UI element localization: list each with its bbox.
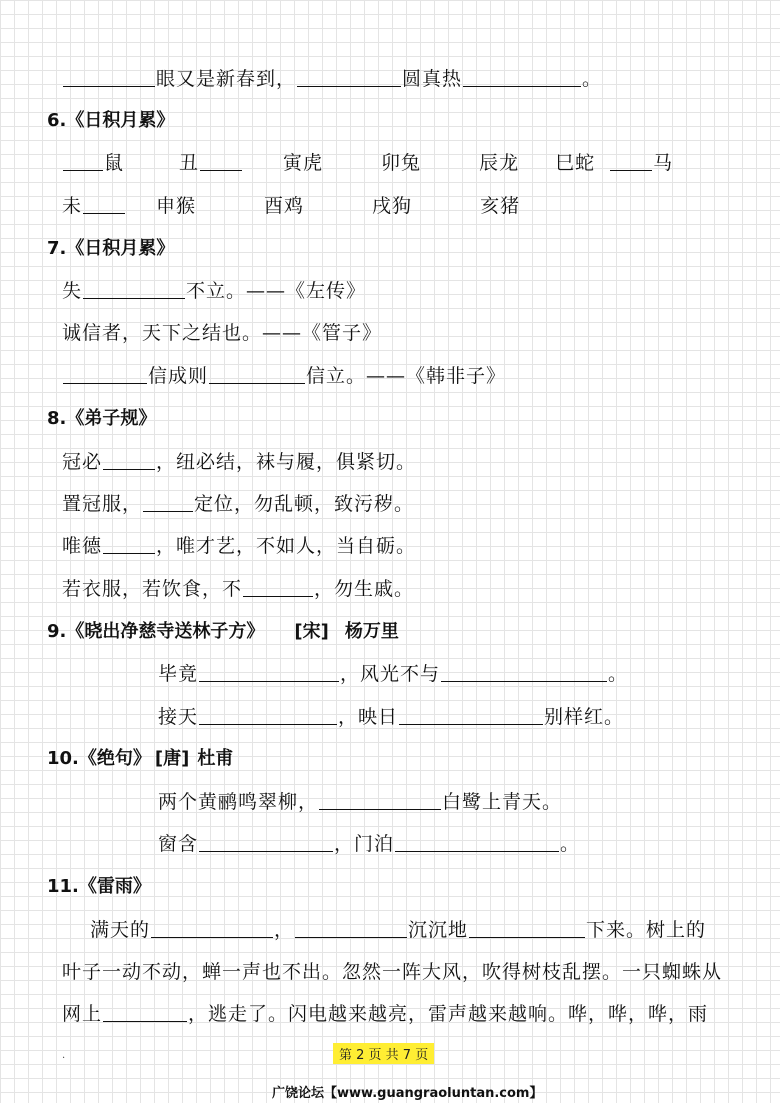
s7-line-1 bbox=[62, 278, 366, 304]
zodiac-row-2 bbox=[62, 193, 520, 219]
blank[interactable] bbox=[199, 833, 333, 852]
blank[interactable] bbox=[63, 68, 155, 87]
s9-line-1 bbox=[158, 661, 628, 687]
text: 圆真热 bbox=[402, 68, 463, 90]
blank[interactable] bbox=[441, 663, 607, 682]
text: 卯兔 bbox=[381, 152, 422, 174]
section-9-heading bbox=[47, 619, 399, 645]
text: 下来。树上的 bbox=[586, 919, 707, 941]
author: 杨万里 bbox=[344, 621, 399, 642]
blank[interactable] bbox=[395, 833, 559, 852]
text: ，门泊 bbox=[334, 833, 395, 855]
blank[interactable] bbox=[103, 451, 155, 470]
poem-title: 9.《晓出净慈寺送林子方》 bbox=[47, 621, 265, 642]
text: 网上 bbox=[62, 1003, 103, 1025]
s8-line-1 bbox=[62, 449, 416, 475]
text: 白鹭上青天。 bbox=[442, 791, 563, 813]
s8-line-4 bbox=[62, 576, 414, 602]
text: 沉沉地 bbox=[408, 919, 469, 941]
text: 鼠 bbox=[104, 152, 125, 174]
blank[interactable] bbox=[295, 919, 407, 938]
blank[interactable] bbox=[610, 152, 652, 171]
s10-line-1 bbox=[158, 789, 562, 815]
text: 冠必 bbox=[62, 451, 103, 473]
text: 满天的 bbox=[90, 919, 151, 941]
section-8-heading: 8.《弟子规》 bbox=[47, 408, 157, 429]
text: 信立。——《韩非子》 bbox=[306, 365, 507, 387]
text: 酉鸡 bbox=[264, 195, 305, 217]
section-11-heading: 11.《雷雨》 bbox=[47, 876, 151, 897]
text: 申猴 bbox=[156, 195, 197, 217]
text: ， bbox=[274, 919, 295, 941]
blank[interactable] bbox=[297, 68, 401, 87]
page-number: 第 2 页 共 7 页 bbox=[333, 1043, 434, 1064]
text: 别样红。 bbox=[544, 706, 625, 728]
text: 。 bbox=[582, 68, 603, 90]
text: ，逃走了。闪电越来越亮，雷声越来越响。哗，哗，哗，雨 bbox=[188, 1003, 709, 1025]
s11-line-3 bbox=[62, 1001, 708, 1027]
blank[interactable] bbox=[199, 706, 337, 725]
blank[interactable] bbox=[469, 919, 585, 938]
section-7-heading: 7.《日积月累》 bbox=[47, 238, 175, 259]
text: 未 bbox=[62, 195, 83, 217]
author: 杜甫 bbox=[197, 748, 234, 769]
text: 窗含 bbox=[158, 833, 199, 855]
text: 。 bbox=[560, 833, 581, 855]
text: 。 bbox=[608, 663, 629, 685]
section-10-heading bbox=[47, 746, 233, 772]
blank[interactable] bbox=[83, 195, 125, 214]
blank[interactable] bbox=[83, 280, 185, 299]
s11-line-1 bbox=[90, 917, 706, 943]
text: ，唯才艺，不如人，当自砺。 bbox=[156, 535, 417, 557]
text: 若衣服，若饮食，不 bbox=[62, 578, 243, 600]
blank[interactable] bbox=[463, 68, 581, 87]
text: 置冠服， bbox=[62, 493, 143, 515]
text: 失 bbox=[62, 280, 83, 302]
dynasty: [宋] bbox=[294, 621, 329, 642]
stray-dot: . bbox=[62, 1050, 66, 1061]
zodiac-row-1 bbox=[62, 150, 673, 176]
text: 亥猪 bbox=[480, 195, 521, 217]
text: 马 bbox=[653, 152, 674, 174]
blank[interactable] bbox=[103, 535, 155, 554]
s11-line-2: 叶子一动不动，蝉一声也不出。忽然一阵大风，吹得树枝乱摆。一只蜘蛛从 bbox=[62, 961, 723, 983]
text: 不立。——《左传》 bbox=[186, 280, 367, 302]
text: 信成则 bbox=[148, 365, 209, 387]
text: ，勿生戚。 bbox=[314, 578, 415, 600]
text: ，纽必结，袜与履，俱紧切。 bbox=[156, 451, 417, 473]
text: 两个黄鹂鸣翠柳， bbox=[158, 791, 319, 813]
blank[interactable] bbox=[63, 365, 147, 384]
top-line bbox=[62, 66, 602, 92]
s8-line-3 bbox=[62, 533, 416, 559]
blank[interactable] bbox=[143, 493, 193, 512]
text: 巳蛇 bbox=[555, 152, 596, 174]
text: 寅虎 bbox=[283, 152, 324, 174]
site-footer[interactable]: 广饶论坛【www.guangraoluntan.com】 bbox=[272, 1086, 543, 1101]
s10-line-2 bbox=[158, 831, 580, 857]
blank[interactable] bbox=[319, 791, 441, 810]
poem-title: 10.《绝句》 bbox=[47, 748, 151, 769]
blank[interactable] bbox=[209, 365, 305, 384]
blank[interactable] bbox=[199, 663, 339, 682]
blank[interactable] bbox=[151, 919, 273, 938]
s8-line-2 bbox=[62, 491, 414, 517]
s7-line-3 bbox=[62, 363, 506, 389]
text: 毕竟 bbox=[158, 663, 199, 685]
blank[interactable] bbox=[243, 578, 313, 597]
text: 丑 bbox=[179, 152, 200, 174]
text: 接天 bbox=[158, 706, 199, 728]
blank[interactable] bbox=[200, 152, 242, 171]
s9-line-2 bbox=[158, 704, 624, 730]
text: 戌狗 bbox=[372, 195, 413, 217]
text: ，风光不与 bbox=[340, 663, 441, 685]
text: 眼又是新春到， bbox=[156, 68, 297, 90]
blank[interactable] bbox=[399, 706, 543, 725]
blank[interactable] bbox=[103, 1003, 187, 1022]
s7-line-2: 诚信者，天下之结也。——《管子》 bbox=[62, 322, 383, 344]
text: ，映日 bbox=[338, 706, 399, 728]
blank[interactable] bbox=[63, 152, 103, 171]
text: 唯德 bbox=[62, 535, 103, 557]
dynasty: [唐] bbox=[154, 748, 190, 769]
text: 辰龙 bbox=[479, 152, 520, 174]
text: 定位，勿乱顿，致污秽。 bbox=[194, 493, 415, 515]
section-6-heading: 6.《日积月累》 bbox=[47, 110, 175, 131]
